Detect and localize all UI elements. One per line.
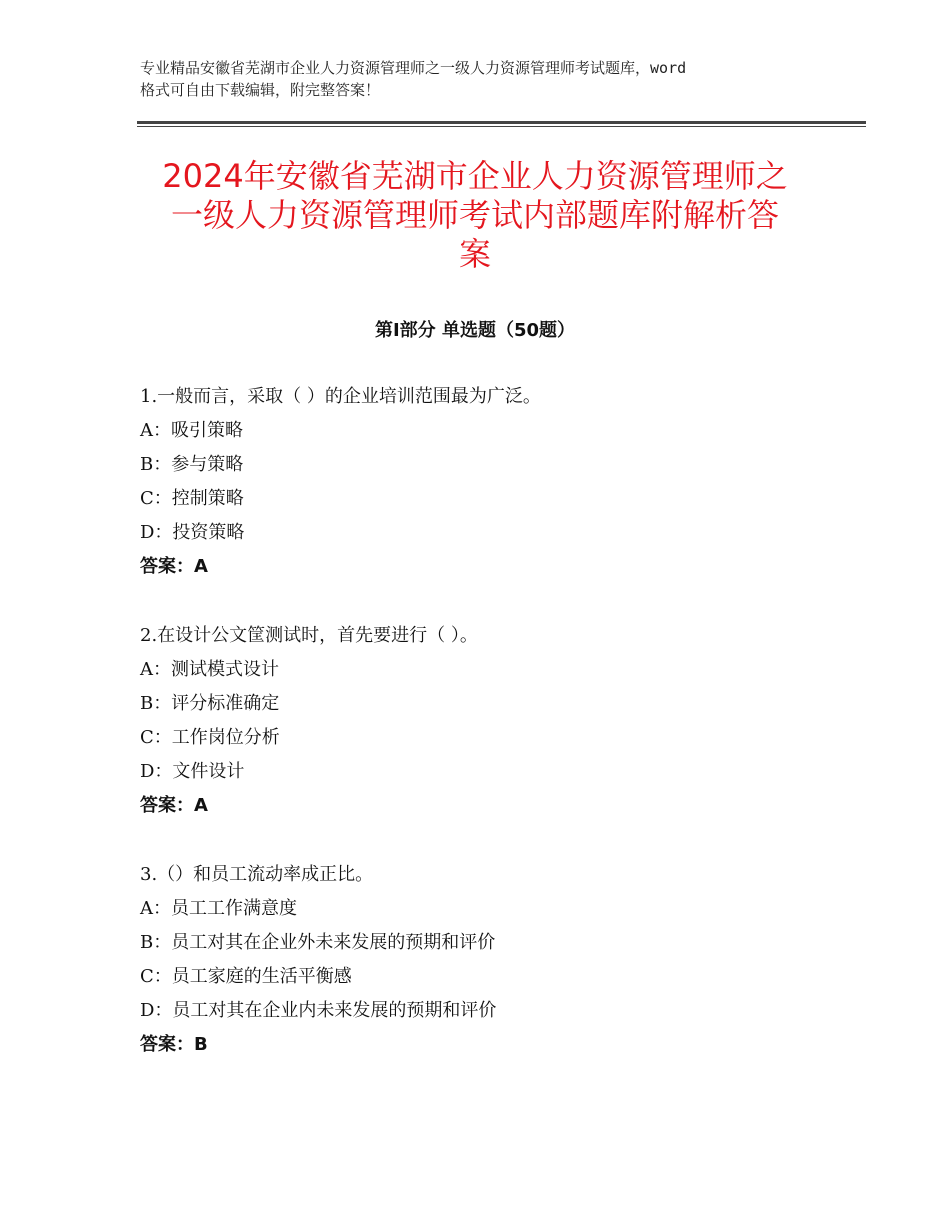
- header-note: [140, 57, 830, 101]
- question-block: [140, 380, 840, 584]
- option-c: C：控制策略: [140, 488, 244, 509]
- option-d: D：投资策略: [140, 522, 245, 543]
- document-title: [100, 157, 850, 274]
- option-a: A：吸引策略: [140, 420, 243, 441]
- header-divider-thin: [137, 126, 866, 127]
- question-stem: 1.一般而言，采取（ ）的企业培训范围最为广泛。: [140, 386, 541, 407]
- document-title-line: 一级人力资源管理师考试内部题库附解析答: [170, 196, 779, 234]
- option-b: B：参与策略: [140, 454, 244, 475]
- header-note-line: 格式可自由下载编辑，附完整答案！: [140, 81, 381, 99]
- option-b: B：评分标准确定: [140, 693, 280, 714]
- option-b: B：员工对其在企业外未来发展的预期和评价: [140, 932, 496, 953]
- answer-line: 答案：A: [140, 795, 208, 816]
- document-title-line: 案: [458, 235, 491, 273]
- header-divider: [137, 121, 866, 124]
- document-title-line: 2024年安徽省芜湖市企业人力资源管理师之: [162, 157, 788, 195]
- option-a: A：员工工作满意度: [140, 898, 297, 919]
- question-stem: 3.（）和员工流动率成正比。: [140, 864, 374, 885]
- header-note-line: 专业精品安徽省芜湖市企业人力资源管理师之一级人力资源管理师考试题库，word: [140, 59, 687, 77]
- option-c: C：工作岗位分析: [140, 727, 280, 748]
- answer-line: 答案：A: [140, 556, 208, 577]
- question-block: [140, 858, 840, 1062]
- option-c: C：员工家庭的生活平衡感: [140, 966, 352, 987]
- question-block: [140, 619, 840, 823]
- section-heading: 第Ⅰ部分 单选题（50题）: [374, 320, 575, 341]
- question-stem: 2.在设计公文筐测试时，首先要进行（ ）。: [140, 625, 478, 646]
- option-d: D：员工对其在企业内未来发展的预期和评价: [140, 1000, 497, 1021]
- option-a: A：测试模式设计: [140, 659, 279, 680]
- answer-line: 答案：B: [140, 1034, 208, 1055]
- option-d: D：文件设计: [140, 761, 245, 782]
